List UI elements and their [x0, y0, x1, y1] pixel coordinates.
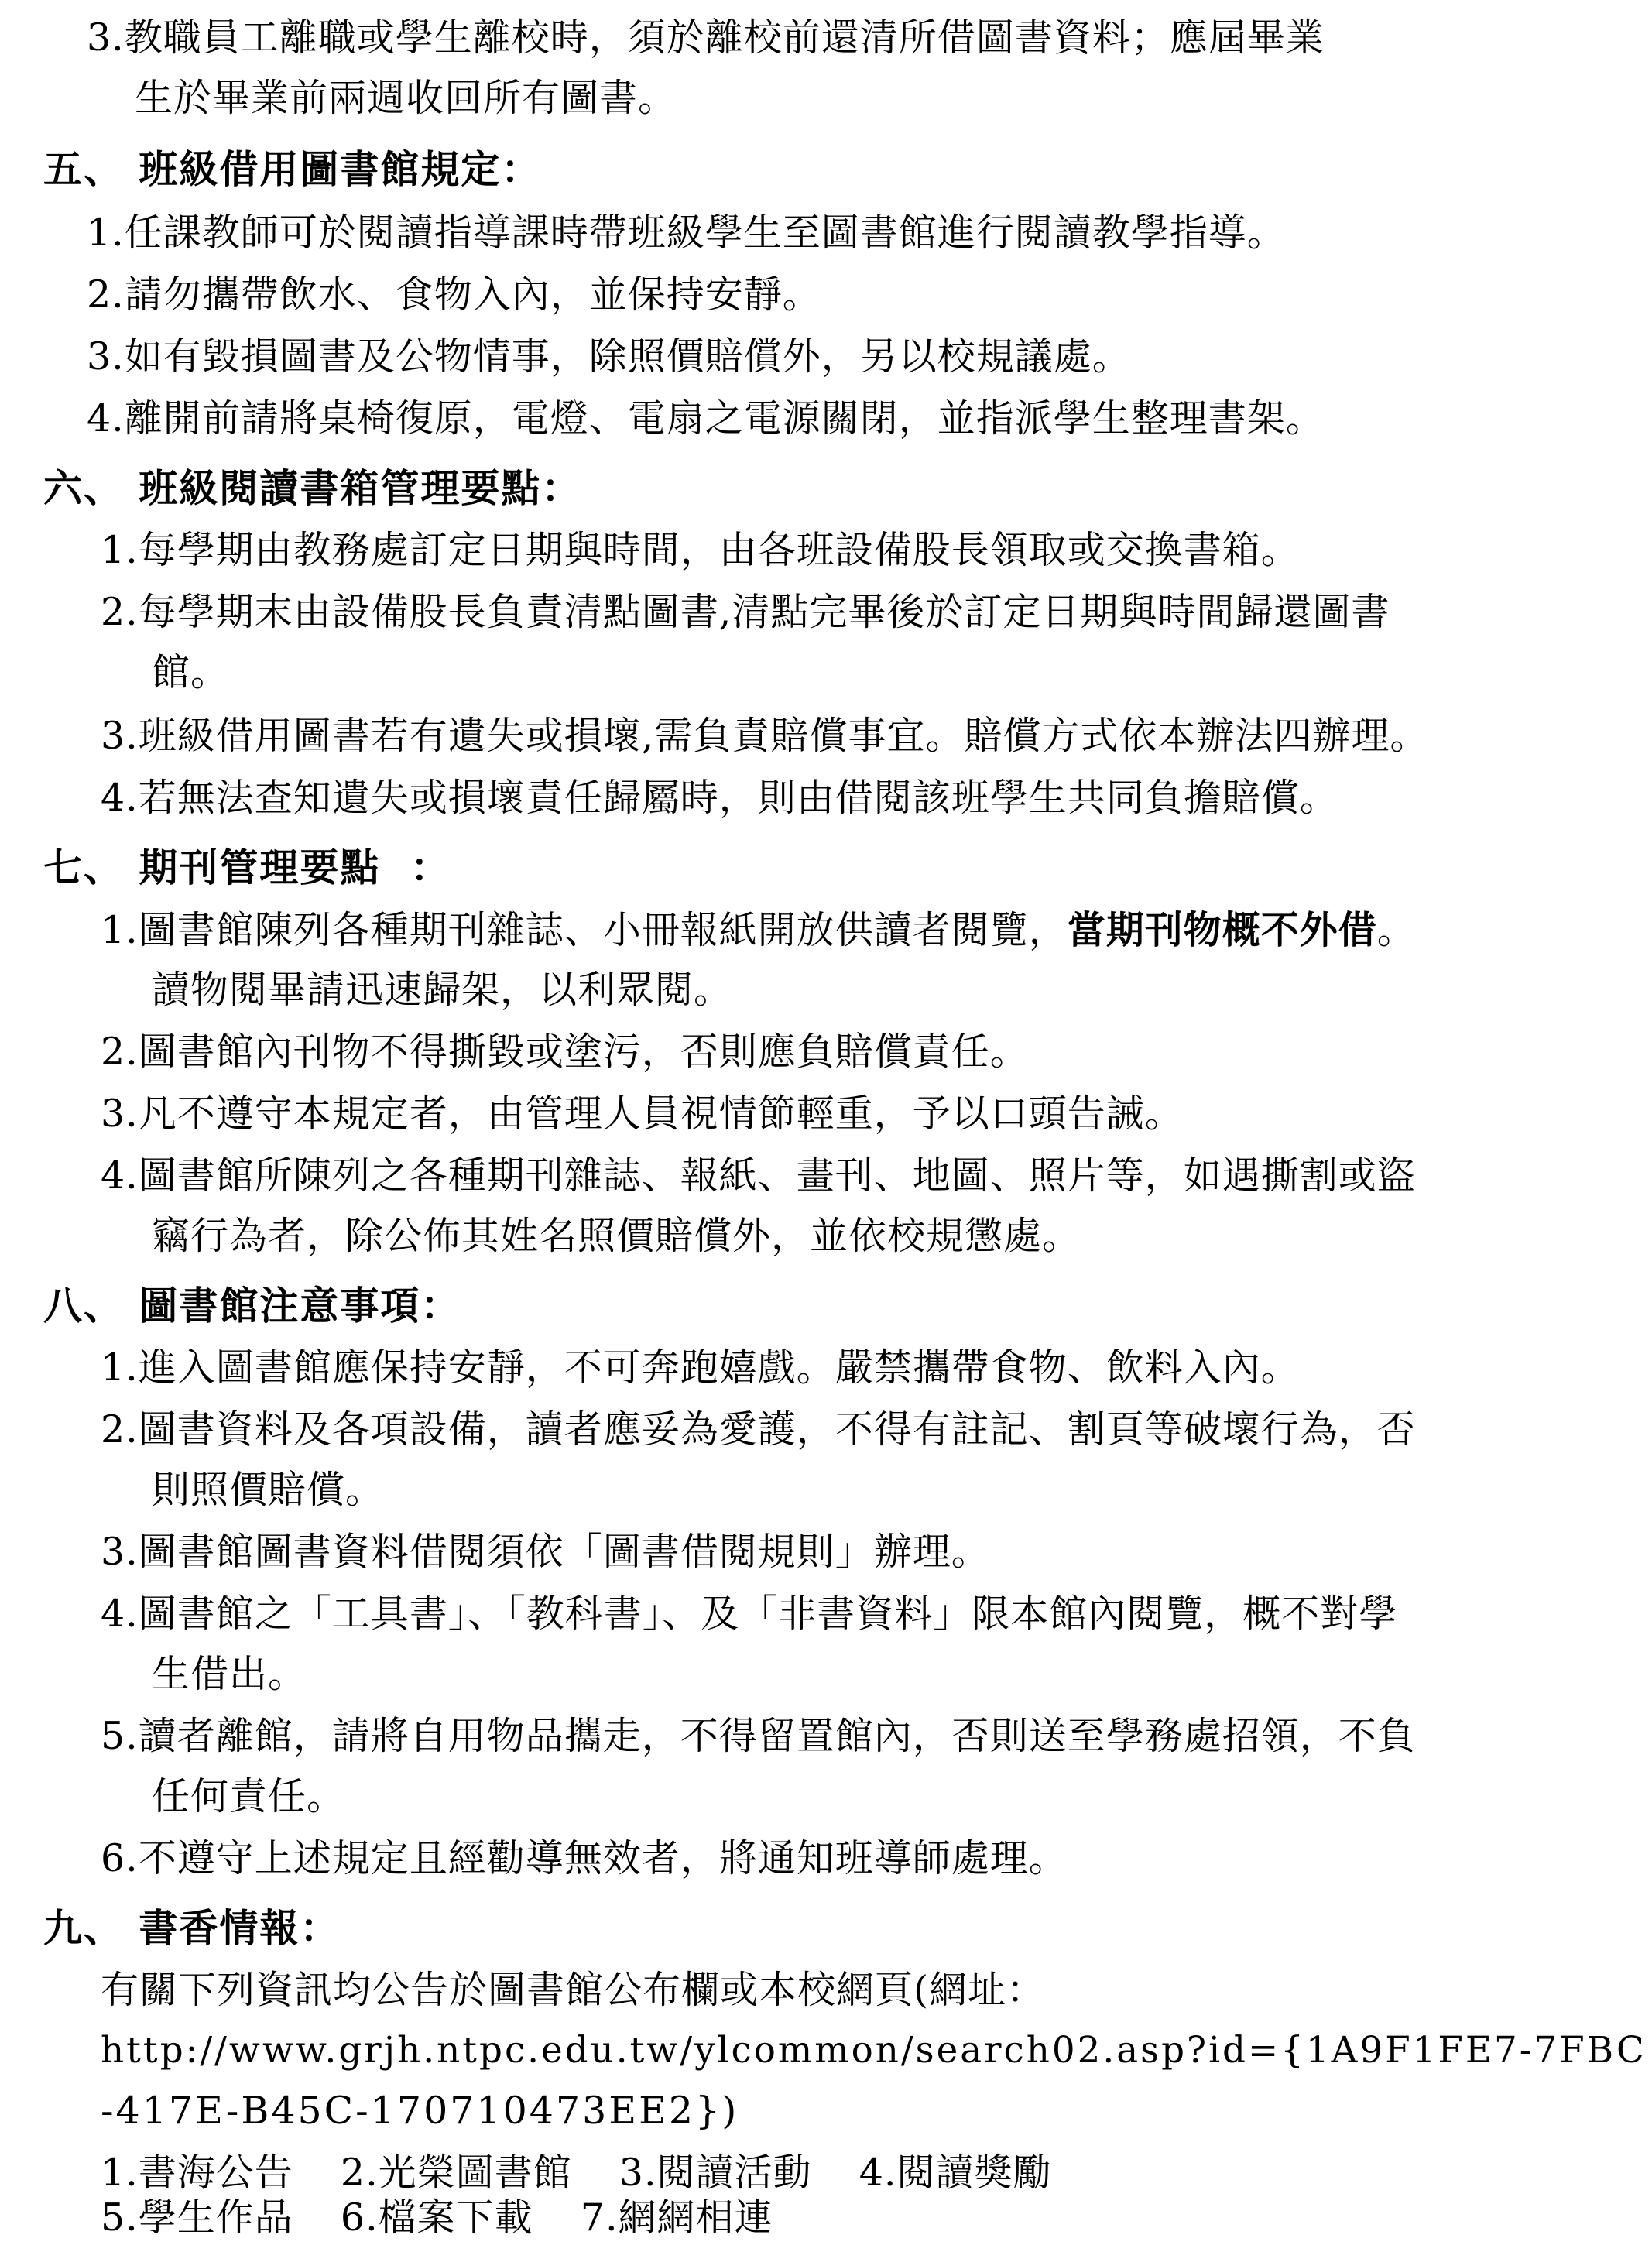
sec9-list-row2: 5.學生作品 6.檔案下載 7.網網相連 — [101, 2195, 773, 2240]
sec8-item-2-line1: 2.圖書資料及各項設備，讀者應妥為愛護，不得有註記、割頁等破壞行為，否 — [101, 1407, 1416, 1452]
sec6-item-1: 1.每學期由教務處訂定日期與時間，由各班設備股長領取或交換書箱。 — [101, 528, 1300, 572]
sec7-item-4-line1: 4.圖書館所陳列之各種期刊雜誌、報紙、畫刊、地圖、照片等，如遇撕割或盜 — [101, 1153, 1416, 1198]
sec7-item-4-line2: 竊行為者，除公佈其姓名照價賠償外，並依校規懲處。 — [152, 1214, 1081, 1258]
sec4-item3-line2: 生於畢業前兩週收回所有圖書。 — [135, 76, 677, 120]
sec7-item-1-emphasis: 當期刊物概不外借 — [1067, 907, 1377, 952]
sec7-item-1-line1 — [101, 903, 1416, 958]
sec6-item-2-line2: 館。 — [152, 650, 230, 694]
sec7-item-1-text: 1.圖書館陳列各種期刊雜誌、小冊報紙開放供讀者閱覽， — [101, 908, 1068, 952]
sec7-item-3: 3.凡不遵守本規定者，由管理人員視情節輕重，予以口頭告誡。 — [101, 1092, 1184, 1136]
sec9-url-line2: -417E-B45C-170710473EE2}) — [101, 2089, 739, 2133]
sec7-item-2: 2.圖書館內刊物不得撕毀或塗污，否則應負賠償責任。 — [101, 1030, 1029, 1074]
sec8-item-2-line2: 則照價賠償。 — [152, 1468, 385, 1512]
sec7-item-1-line2: 讀物閱畢請迅速歸架，以利眾閱。 — [152, 968, 733, 1012]
section-8-heading: 八、 圖書館注意事項： — [43, 1284, 461, 1328]
sec4-item3-line1: 3.教職員工離職或學生離校時，須於離校前還清所借圖書資料；應屆畢業 — [87, 15, 1325, 60]
sec7-item-1-end: 。 — [1376, 908, 1416, 952]
sec8-item-1: 1.進入圖書館應保持安靜，不可奔跑嬉戲。嚴禁攜帶食物、飲料入內。 — [101, 1345, 1300, 1390]
sec6-item-3: 3.班級借用圖書若有遺失或損壞,需負責賠償事宜。賠償方式依本辦法四辦理。 — [101, 714, 1429, 758]
sec8-item-5-line1: 5.讀者離館，請將自用物品攜走，不得留置館內，否則送至學務處招領，不負 — [101, 1714, 1416, 1758]
section-5-heading: 五、 班級借用圖書館規定： — [43, 147, 542, 192]
section-9-heading: 九、 書香情報： — [43, 1906, 341, 1951]
sec5-item-1: 1.任課教師可於閱讀指導課時帶班級學生至圖書館進行閱讀教學指導。 — [87, 211, 1286, 255]
sec8-item-4-line2: 生借出。 — [152, 1652, 307, 1696]
sec5-item-2: 2.請勿攜帶飲水、食物入內，並保持安靜。 — [87, 272, 821, 317]
sec8-item-6: 6.不遵守上述規定且經勸導無效者，將通知班導師處理。 — [101, 1836, 1068, 1880]
sec9-intro: 有關下列資訊均公告於圖書館公布欄或本校網頁(網址： — [101, 1968, 1046, 2012]
sec5-item-3: 3.如有毀損圖書及公物情事，除照價賠償外，另以校規議處。 — [87, 334, 1131, 379]
section-7-heading: 七、 期刊管理要點 ： — [43, 845, 451, 890]
sec9-url-line1: http://www.grjh.ntpc.edu.tw/ylcommon/search02.asp?id={1A9F1FE7-7FBC — [101, 2030, 1647, 2072]
sec8-item-5-line2: 任何責任。 — [152, 1774, 346, 1818]
sec6-item-4: 4.若無法查知遺失或損壞責任歸屬時，則由借閱該班學生共同負擔賠償。 — [101, 776, 1338, 820]
section-6-heading: 六、 班級閱讀書箱管理要點： — [43, 466, 582, 511]
sec8-item-4-line1: 4.圖書館之「工具書」、「教科書」、及「非書資料」限本館內閱覽，概不對學 — [101, 1592, 1398, 1636]
sec5-item-4: 4.離開前請將桌椅復原，電燈、電扇之電源關閉，並指派學生整理書架。 — [87, 396, 1325, 440]
sec8-item-3: 3.圖書館圖書資料借閱須依「圖書借閱規則」辦理。 — [101, 1530, 990, 1574]
sec6-item-2-line1: 2.每學期末由設備股長負責清點圖書,清點完畢後於訂定日期與時間歸還圖書 — [101, 590, 1390, 634]
sec9-list-row1: 1.書海公告 2.光榮圖書館 3.閱讀活動 4.閱讀獎勵 — [101, 2151, 1052, 2195]
